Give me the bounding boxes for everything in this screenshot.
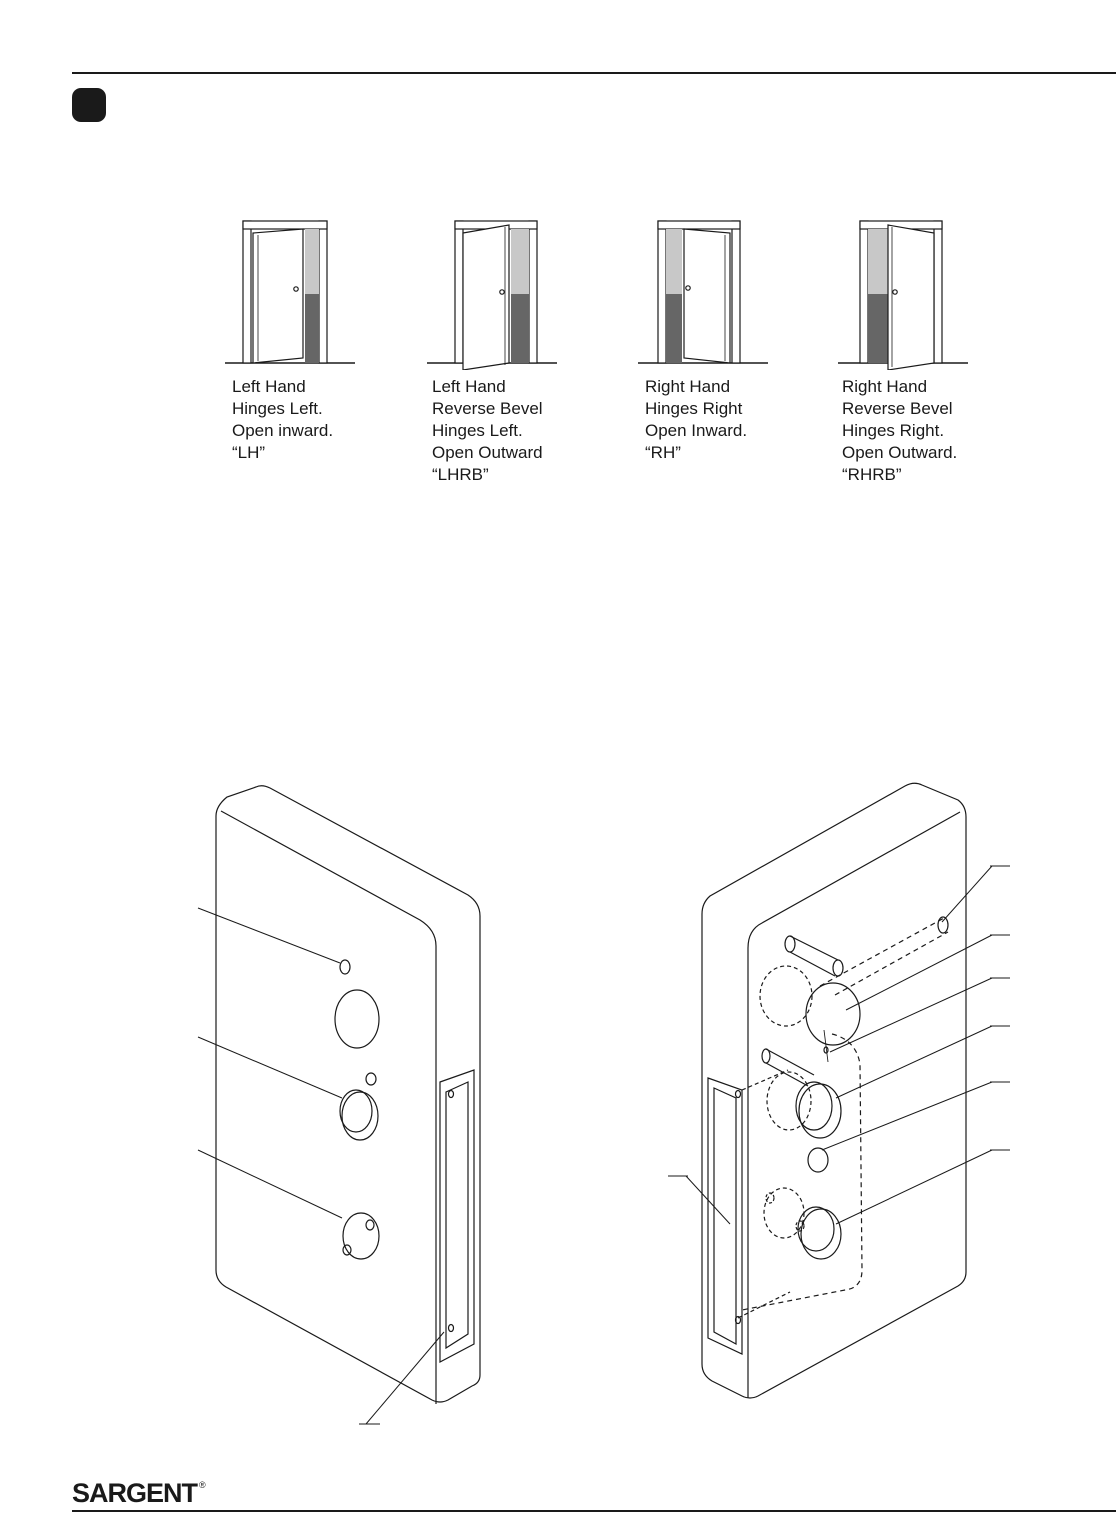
caption-line: Hinges Right.	[842, 421, 945, 440]
door-diagram-lhrb	[427, 215, 557, 370]
caption-line: Hinges Left.	[232, 399, 323, 418]
caption-line: “LH”	[232, 443, 266, 462]
caption-line: Right Hand	[842, 377, 928, 396]
caption-line: Open Inward.	[645, 421, 748, 440]
caption-lh	[232, 376, 333, 464]
registered-mark: ®	[199, 1480, 206, 1490]
door-diagram-rhrb	[838, 215, 968, 370]
bottom-rule	[72, 1510, 1116, 1512]
logo-wordmark: SARGENT	[72, 1478, 198, 1508]
caption-line: Open Outward	[432, 443, 543, 462]
caption-rhrb	[842, 376, 957, 486]
caption-rh	[645, 376, 747, 464]
top-rule	[72, 72, 1116, 74]
caption-lhrb	[432, 376, 543, 486]
door-diagram-lh	[225, 215, 355, 370]
step-badge	[72, 88, 106, 122]
caption-line: “RHRB”	[842, 465, 902, 484]
door-diagram-rh	[638, 215, 768, 370]
caption-line: Open Outward.	[842, 443, 958, 462]
caption-line: Left Hand	[232, 377, 306, 396]
caption-line: Open inward.	[232, 421, 334, 440]
door-prep-drawing	[0, 760, 1116, 1460]
caption-line: “RH”	[645, 443, 681, 462]
caption-line: Right Hand	[645, 377, 731, 396]
caption-line: Reverse Bevel	[432, 399, 543, 418]
right-door-slab	[668, 783, 1010, 1398]
caption-line: Hinges Left.	[432, 421, 523, 440]
caption-line: Reverse Bevel	[842, 399, 953, 418]
caption-line: Left Hand	[432, 377, 506, 396]
caption-line: “LHRB”	[432, 465, 489, 484]
left-door-slab	[198, 786, 480, 1424]
caption-line: Hinges Right	[645, 399, 743, 418]
sargent-logo	[72, 1480, 206, 1507]
